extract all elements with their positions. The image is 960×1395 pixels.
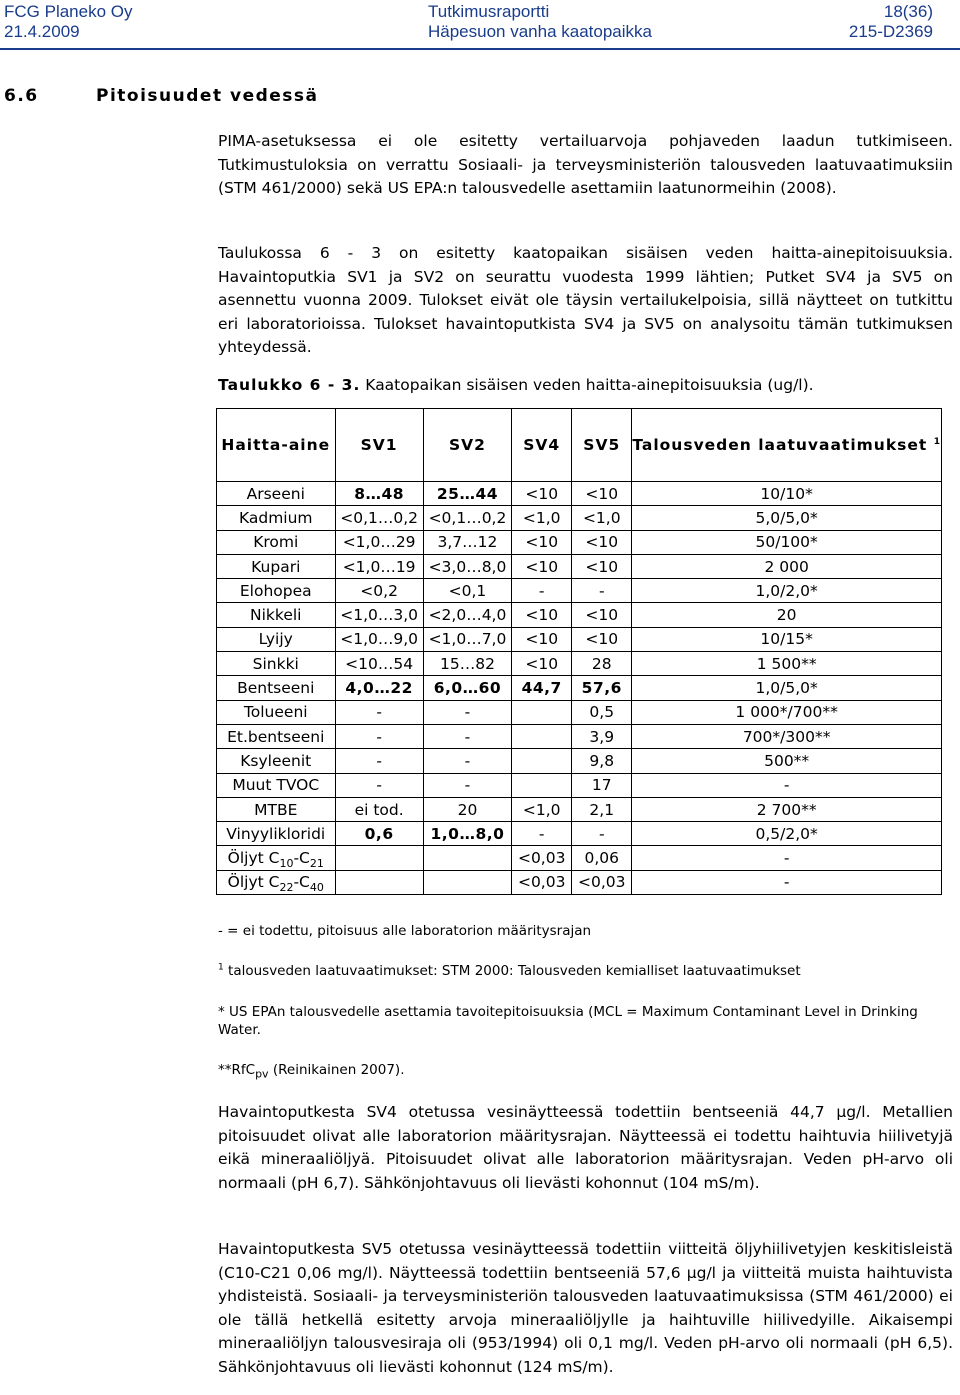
cell-sv2: <2,0…4,0 xyxy=(423,603,511,627)
cell-requirement: - xyxy=(632,846,942,870)
table-row xyxy=(217,506,942,530)
company-name: FCG Planeko Oy xyxy=(4,2,133,21)
cell-sv4: <10 xyxy=(512,603,572,627)
cell-sv1: ei tod. xyxy=(335,797,423,821)
table-row xyxy=(217,724,942,748)
cell-sv1: <10…54 xyxy=(335,652,423,676)
table-description-paragraph: Taulukossa 6 - 3 on esitetty kaatopaikan sisäisen veden haitta-ainepitoisuuksia. Havaintoputkia SV1 ja SV2 on seurattu vuodesta 1999 lähtien; Putket SV4 ja SV5 on asennettu vuonna 2009. Tulokset eivät ole täysin vertailukelpoisia, sillä näytteet on tutkittu eri laboratorioissa. Tulokset havaintoputkista SV4 ja SV5 on analysoitu tämän tutkimuksen yhteydessä. xyxy=(218,244,953,356)
cell-sv5: <10 xyxy=(572,530,632,554)
oil-label-prefix: Öljyt C xyxy=(227,849,280,868)
header-sv4: SV4 xyxy=(512,409,572,482)
note-not-detected: - = ei todettu, pitoisuus alle laboratorion määritysrajan xyxy=(218,923,592,939)
note-rfc-a: **RfC xyxy=(218,1062,256,1078)
cell-sv1: 4,0…22 xyxy=(335,676,423,700)
cell-sv2 xyxy=(423,846,511,870)
note-requirements xyxy=(218,962,953,980)
cell-substance: Vinyylikloridi xyxy=(217,822,336,846)
cell-sv2: - xyxy=(423,773,511,797)
cell-sv5: 0,06 xyxy=(572,846,632,870)
project-code: 215-D2369 xyxy=(848,22,933,41)
cell-substance: Kromi xyxy=(217,530,336,554)
cell-sv2: 1,0…8,0 xyxy=(423,822,511,846)
cell-sv1: - xyxy=(335,749,423,773)
cell-requirement: 0,5/2,0* xyxy=(632,822,942,846)
concentration-table xyxy=(216,408,942,895)
header-sv2: SV2 xyxy=(423,409,511,482)
cell-sv4: <10 xyxy=(512,652,572,676)
cell-requirement: 5,0/5,0* xyxy=(632,506,942,530)
cell-sv1: 0,6 xyxy=(335,822,423,846)
cell-substance: Et.bentseeni xyxy=(217,724,336,748)
page-number: 18(36) xyxy=(883,2,933,21)
table-row xyxy=(217,603,942,627)
table-row xyxy=(217,822,942,846)
note-rfc-b: (Reinikainen 2007). xyxy=(268,1062,405,1078)
cell-sv1: 8…48 xyxy=(335,482,423,506)
cell-substance: Muut TVOC xyxy=(217,773,336,797)
cell-sv5: 0,5 xyxy=(572,700,632,724)
cell-substance xyxy=(217,870,336,894)
cell-requirement: 500** xyxy=(632,749,942,773)
cell-sv2: - xyxy=(423,749,511,773)
table-row xyxy=(217,773,942,797)
cell-requirement: 10/15* xyxy=(632,627,942,651)
note-rfc xyxy=(218,1061,953,1079)
cell-sv2: - xyxy=(423,724,511,748)
cell-requirement: 1 500** xyxy=(632,652,942,676)
cell-requirement: 700*/300** xyxy=(632,724,942,748)
intro-paragraph: PIMA-asetuksessa ei ole esitetty vertailuarvoja pohjaveden laadun tutkimiseen. Tutkimustuloksia on verrattu Sosiaali- ja terveysministeriön talousveden laatuvaatimuksiin (STM 461/2000) sekä US EPA:n talousvedelle asettamiin laatunormeihin (2008). xyxy=(218,132,953,197)
cell-sv2: 6,0…60 xyxy=(423,676,511,700)
table-row xyxy=(217,870,942,894)
cell-sv5: <0,03 xyxy=(572,870,632,894)
cell-requirement: - xyxy=(632,870,942,894)
cell-sv2: <0,1 xyxy=(423,579,511,603)
cell-sv5: <10 xyxy=(572,482,632,506)
cell-substance: Kadmium xyxy=(217,506,336,530)
table-row xyxy=(217,749,942,773)
header-requirements-footnote: 1 xyxy=(933,436,941,447)
header-divider xyxy=(0,48,960,50)
cell-requirement: - xyxy=(632,773,942,797)
oil-label-a: 22 xyxy=(279,881,294,895)
site-name: Häpesuon vanha kaatopaikka xyxy=(428,22,652,41)
cell-substance: Nikkeli xyxy=(217,603,336,627)
cell-sv4: <10 xyxy=(512,627,572,651)
cell-requirement: 10/10* xyxy=(632,482,942,506)
cell-substance: MTBE xyxy=(217,797,336,821)
table-header-row xyxy=(217,409,942,482)
cell-sv2: - xyxy=(423,700,511,724)
cell-sv4: <0,03 xyxy=(512,846,572,870)
cell-sv5: 3,9 xyxy=(572,724,632,748)
cell-sv2: <1,0…7,0 xyxy=(423,627,511,651)
oil-label-mid: -C xyxy=(293,873,310,892)
cell-sv1: <1,0…9,0 xyxy=(335,627,423,651)
cell-sv4 xyxy=(512,773,572,797)
cell-sv1: <1,0…3,0 xyxy=(335,603,423,627)
oil-label-b: 21 xyxy=(309,857,324,871)
cell-sv5: - xyxy=(572,822,632,846)
header-requirements-label: Talousveden laatuvaatimukset xyxy=(632,435,928,454)
oil-label-a: 10 xyxy=(279,857,294,871)
header-sv5: SV5 xyxy=(572,409,632,482)
cell-requirement: 1 000*/700** xyxy=(632,700,942,724)
oil-label-mid: -C xyxy=(293,849,310,868)
sv4-paragraph: Havaintoputkesta SV4 otetussa vesinäytteessä todettiin bentseeniä 44,7 µg/l. Metallien pitoisuudet olivat alle laboratorion määritysrajan. Näytteessä ei todettu haihtuvia hiilivetyjä eikä mineraaliöljyä. Pitoisuudet olivat alle laboratorion määritysrajan. Veden pH-arvo oli normaali (pH 6,7). Sähkönjohtavuus oli lievästi kohonnut (104 mS/m). xyxy=(218,1103,953,1192)
cell-sv5: 57,6 xyxy=(572,676,632,700)
note-epa: * US EPAn talousvedelle asettamia tavoitepitoisuuksia (MCL = Maximum Contaminant Level in Drinking Water. xyxy=(218,1004,918,1038)
cell-sv4 xyxy=(512,700,572,724)
cell-sv5: <10 xyxy=(572,554,632,578)
table-row xyxy=(217,627,942,651)
note-requirements-text: talousveden laatuvaatimukset: STM 2000: Talousveden kemialliset laatuvaatimukset xyxy=(228,963,801,979)
cell-sv1: - xyxy=(335,700,423,724)
oil-label-b: 40 xyxy=(309,881,324,895)
table-row xyxy=(217,652,942,676)
table-row xyxy=(217,530,942,554)
table-row xyxy=(217,554,942,578)
table-row xyxy=(217,676,942,700)
header-sv1: SV1 xyxy=(335,409,423,482)
report-date: 21.4.2009 xyxy=(4,22,80,41)
cell-substance: Tolueeni xyxy=(217,700,336,724)
section-title: Pitoisuudet vedessä xyxy=(96,86,319,106)
cell-substance: Ksyleenit xyxy=(217,749,336,773)
cell-sv5: 9,8 xyxy=(572,749,632,773)
cell-sv5: 28 xyxy=(572,652,632,676)
cell-sv5: 2,1 xyxy=(572,797,632,821)
cell-sv1 xyxy=(335,870,423,894)
table-row xyxy=(217,579,942,603)
document-type: Tutkimusraportti xyxy=(428,2,550,21)
table-caption-label: Taulukko 6 - 3. xyxy=(218,376,361,394)
cell-sv2 xyxy=(423,870,511,894)
cell-sv1: - xyxy=(335,724,423,748)
cell-sv4 xyxy=(512,749,572,773)
cell-substance: Lyijy xyxy=(217,627,336,651)
cell-sv4: 44,7 xyxy=(512,676,572,700)
cell-sv1: - xyxy=(335,773,423,797)
cell-sv5: <1,0 xyxy=(572,506,632,530)
cell-sv1: <1,0…19 xyxy=(335,554,423,578)
cell-sv5: - xyxy=(572,579,632,603)
cell-requirement: 1,0/5,0* xyxy=(632,676,942,700)
page-header xyxy=(0,0,960,44)
cell-sv4: - xyxy=(512,579,572,603)
cell-sv1: <1,0…29 xyxy=(335,530,423,554)
header-substance: Haitta-aine xyxy=(217,409,336,482)
cell-substance: Sinkki xyxy=(217,652,336,676)
table-row xyxy=(217,846,942,870)
cell-substance xyxy=(217,846,336,870)
cell-substance: Kupari xyxy=(217,554,336,578)
sv5-paragraph: Havaintoputkesta SV5 otetussa vesinäytteessä todettiin viitteitä öljyhiilivetyjen keskitisleistä (C10-C21 0,06 mg/l). Näytteessä todettiin bentseeniä 57,6 µg/l ja viitteitä muista haihtuvista yhdisteistä. Sosiaali- ja terveysministeriön talousveden laatuvaatimuksissa (STM 461/2000) ei ole tällä hetkellä esitetty arvoja mineraaliöljylle ja haihtuville hiilivedyille. Aikaisempi mineraaliöljyn talousvesiraja oli (953/1994) oli 0,1 mg/l. Veden pH-arvo oli normaali (pH 6,5). Sähkönjohtavuus oli lievästi kohonnut (124 mS/m). xyxy=(218,1240,953,1376)
section-number: 6.6 xyxy=(4,86,39,106)
cell-sv2: 3,7…12 xyxy=(423,530,511,554)
cell-sv4: <10 xyxy=(512,530,572,554)
cell-sv2: <0,1…0,2 xyxy=(423,506,511,530)
cell-sv2: 25…44 xyxy=(423,482,511,506)
table-caption-text: Kaatopaikan sisäisen veden haitta-ainepitoisuuksia (ug/l). xyxy=(365,376,814,394)
cell-sv4: <1,0 xyxy=(512,506,572,530)
cell-sv5: 17 xyxy=(572,773,632,797)
cell-sv1 xyxy=(335,846,423,870)
section-heading xyxy=(4,86,319,106)
note-footnote-mark: 1 xyxy=(218,962,224,973)
cell-requirement: 50/100* xyxy=(632,530,942,554)
cell-sv4: <10 xyxy=(512,482,572,506)
header-requirements xyxy=(632,409,942,482)
cell-sv1: <0,1…0,2 xyxy=(335,506,423,530)
cell-substance: Bentseeni xyxy=(217,676,336,700)
cell-requirement: 2 000 xyxy=(632,554,942,578)
cell-sv2: 20 xyxy=(423,797,511,821)
cell-sv4: <1,0 xyxy=(512,797,572,821)
table-row xyxy=(217,797,942,821)
cell-sv4: <0,03 xyxy=(512,870,572,894)
note-rfc-sub: pv xyxy=(255,1067,269,1081)
cell-requirement: 20 xyxy=(632,603,942,627)
oil-label-prefix: Öljyt C xyxy=(227,873,280,892)
cell-requirement: 2 700** xyxy=(632,797,942,821)
table-caption xyxy=(218,376,814,394)
cell-sv5: <10 xyxy=(572,603,632,627)
cell-sv1: <0,2 xyxy=(335,579,423,603)
table-row xyxy=(217,482,942,506)
cell-sv4: - xyxy=(512,822,572,846)
cell-substance: Elohopea xyxy=(217,579,336,603)
cell-sv4: <10 xyxy=(512,554,572,578)
cell-sv4 xyxy=(512,724,572,748)
cell-sv2: 15…82 xyxy=(423,652,511,676)
cell-substance: Arseeni xyxy=(217,482,336,506)
table-body xyxy=(217,482,942,895)
cell-sv5: <10 xyxy=(572,627,632,651)
table-row xyxy=(217,700,942,724)
cell-requirement: 1,0/2,0* xyxy=(632,579,942,603)
cell-sv2: <3,0…8,0 xyxy=(423,554,511,578)
